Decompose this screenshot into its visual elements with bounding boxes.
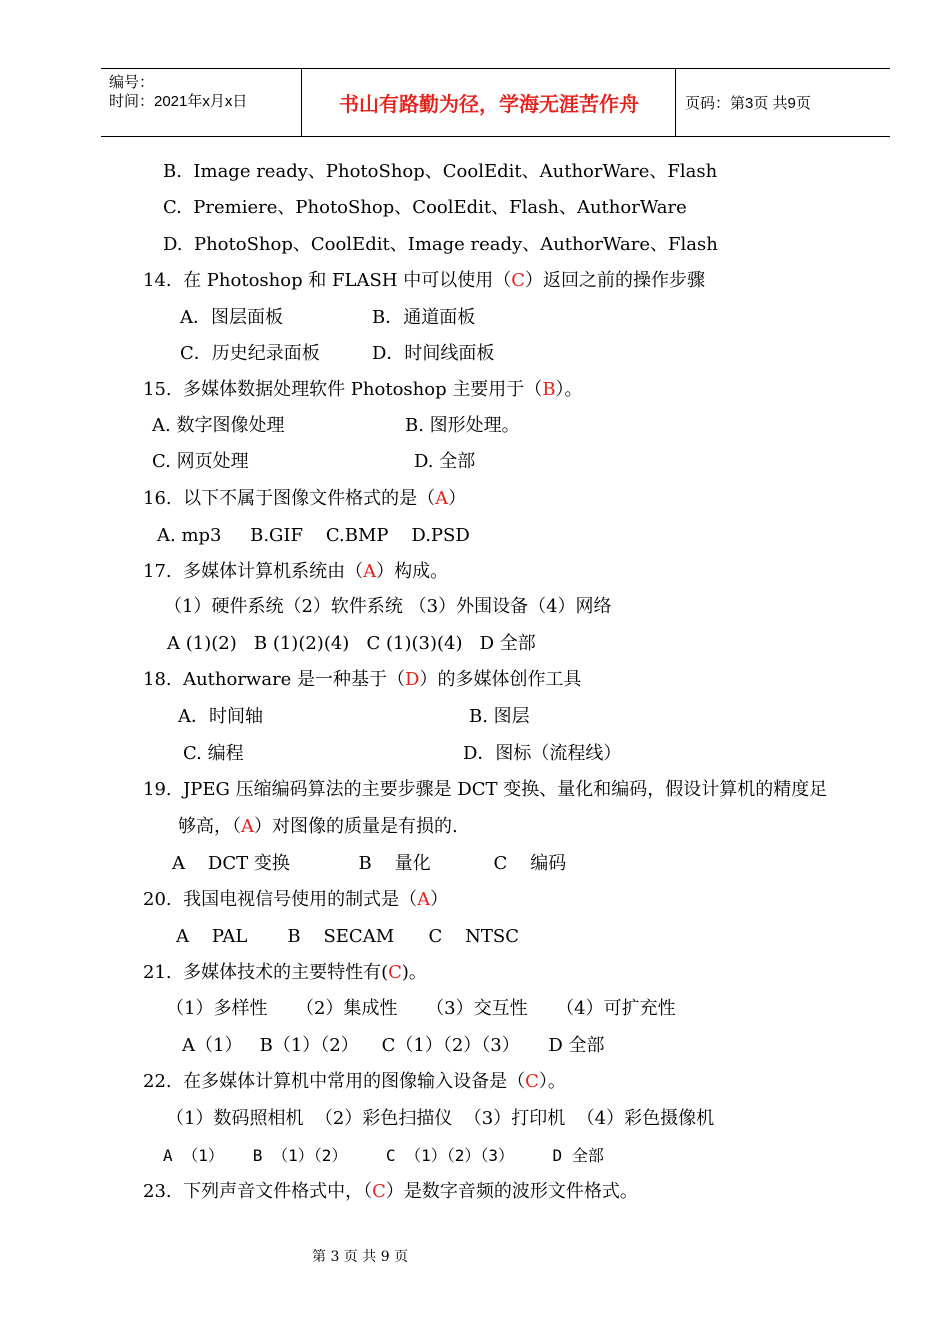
q22-items: （1）数码照相机 （2）彩色扫描仪 （3）打印机 （4）彩色摄像机 (166, 1108, 715, 1129)
question-20 (143, 888, 448, 912)
question-21 (143, 961, 427, 985)
question-14 (143, 269, 705, 293)
page-code: 页码：第3页 共9页 (685, 95, 811, 112)
q15-option-c: C. 网页处理 (152, 451, 249, 472)
answer: B (542, 379, 556, 400)
answer: C (511, 270, 526, 291)
q14-option-d: D．时间线面板 (372, 343, 495, 364)
question-text: ）的多媒体创作工具 (419, 669, 582, 690)
question-19-cont (178, 815, 458, 839)
time-label: 时间：2021年x月x日 (109, 93, 248, 110)
question-text: )。 (401, 962, 427, 983)
q16-options: A. mp3 B.GIF C.BMP D.PSD (157, 525, 470, 546)
question-19: 19. JPEG 压缩编码算法的主要步骤是 DCT 变换、量化和编码，假设计算机的精度足 (143, 779, 828, 800)
question-text: ）构成。 (376, 561, 449, 582)
answer: A (417, 889, 431, 910)
q22-options: A （1） B （1）（2） C （1）（2）（3） D 全部 (163, 1146, 604, 1165)
q21-options: A（1） B（1）（2） C（1）（2）（3） D 全部 (182, 1035, 605, 1056)
question-15 (143, 378, 583, 402)
header-meta (109, 73, 247, 111)
header-motto: 书山有路勤为径，学海无涯苦作舟 (339, 92, 639, 116)
q17-items: （1）硬件系统（2）软件系统 （3）外围设备（4）网络 (164, 596, 612, 617)
q18-option-c: C. 编程 (183, 743, 244, 764)
header-divider (675, 69, 676, 136)
question-18 (143, 668, 581, 692)
q17-options: A (1)(2) B (1)(2)(4) C (1)(3)(4) D 全部 (167, 633, 536, 654)
answer: A (363, 561, 377, 582)
question-text: 16. 以下不属于图像文件格式的是（ (143, 488, 436, 509)
answer: A (241, 816, 254, 837)
question-text: 14. 在 Photoshop 和 FLASH 中可以使用（ (143, 270, 512, 291)
question-text: ）。 (538, 1071, 566, 1092)
question-text: ） (430, 889, 449, 910)
page-footer: 第 3 页 共 9 页 (312, 1249, 409, 1265)
answer: C (525, 1071, 539, 1092)
q13-option-b: B. Image ready、PhotoShop、CoolEdit、AuthorWare、Flash (163, 161, 718, 182)
question-23 (143, 1180, 638, 1204)
question-text: 23. 下列声音文件格式中，（ (143, 1181, 373, 1202)
q18-option-d: D．图标（流程线） (463, 743, 622, 764)
question-17 (143, 560, 448, 584)
question-text: ）返回之前的操作步骤 (525, 270, 706, 291)
question-text: 22. 在多媒体计算机中常用的图像输入设备是（ (143, 1071, 526, 1092)
q18-option-b: B. 图层 (469, 706, 530, 727)
q19-options: A DCT 变换 B 量化 C 编码 (172, 853, 567, 874)
question-text: 17. 多媒体计算机系统由（ (143, 561, 364, 582)
page-header (101, 68, 890, 137)
q21-items: （1）多样性 （2）集成性 （3）交互性 （4）可扩充性 (166, 998, 676, 1019)
answer: C (388, 962, 402, 983)
q15-option-b: B. 图形处理。 (405, 415, 520, 436)
q14-option-c: C．历史纪录面板 (180, 343, 320, 364)
question-text: 21. 多媒体技术的主要特性有( (143, 962, 389, 983)
q14-option-b: B．通道面板 (372, 307, 476, 328)
question-text: 20. 我国电视信号使用的制式是（ (143, 889, 418, 910)
q20-options: A PAL B SECAM C NTSC (176, 926, 519, 947)
answer: D (405, 669, 420, 690)
question-text: 18. Authorware 是一种基于（ (143, 669, 406, 690)
question-text: ） (448, 488, 467, 509)
answer: A (435, 488, 449, 509)
question-text: ）。 (555, 379, 583, 400)
q15-option-d: D. 全部 (414, 451, 476, 472)
q13-option-c: C. Premiere、PhotoShop、CoolEdit、Flash、AuthorWare (163, 197, 687, 218)
question-text: 够高，（ (178, 816, 241, 837)
question-text: ）对图像的质量是有损的. (254, 816, 458, 837)
question-16 (143, 487, 466, 511)
q13-option-d: D. PhotoShop、CoolEdit、Image ready、AuthorWare、Flash (163, 234, 718, 255)
answer: C (372, 1181, 386, 1202)
question-text: 15. 多媒体数据处理软件 Photoshop 主要用于（ (143, 379, 543, 400)
q14-option-a: A．图层面板 (180, 307, 283, 328)
question-text: ）是数字音频的波形文件格式。 (385, 1181, 638, 1202)
q18-option-a: A．时间轴 (178, 706, 263, 727)
number-label: 编号： (109, 74, 155, 91)
question-22 (143, 1070, 566, 1094)
q15-option-a: A. 数字图像处理 (152, 415, 285, 436)
